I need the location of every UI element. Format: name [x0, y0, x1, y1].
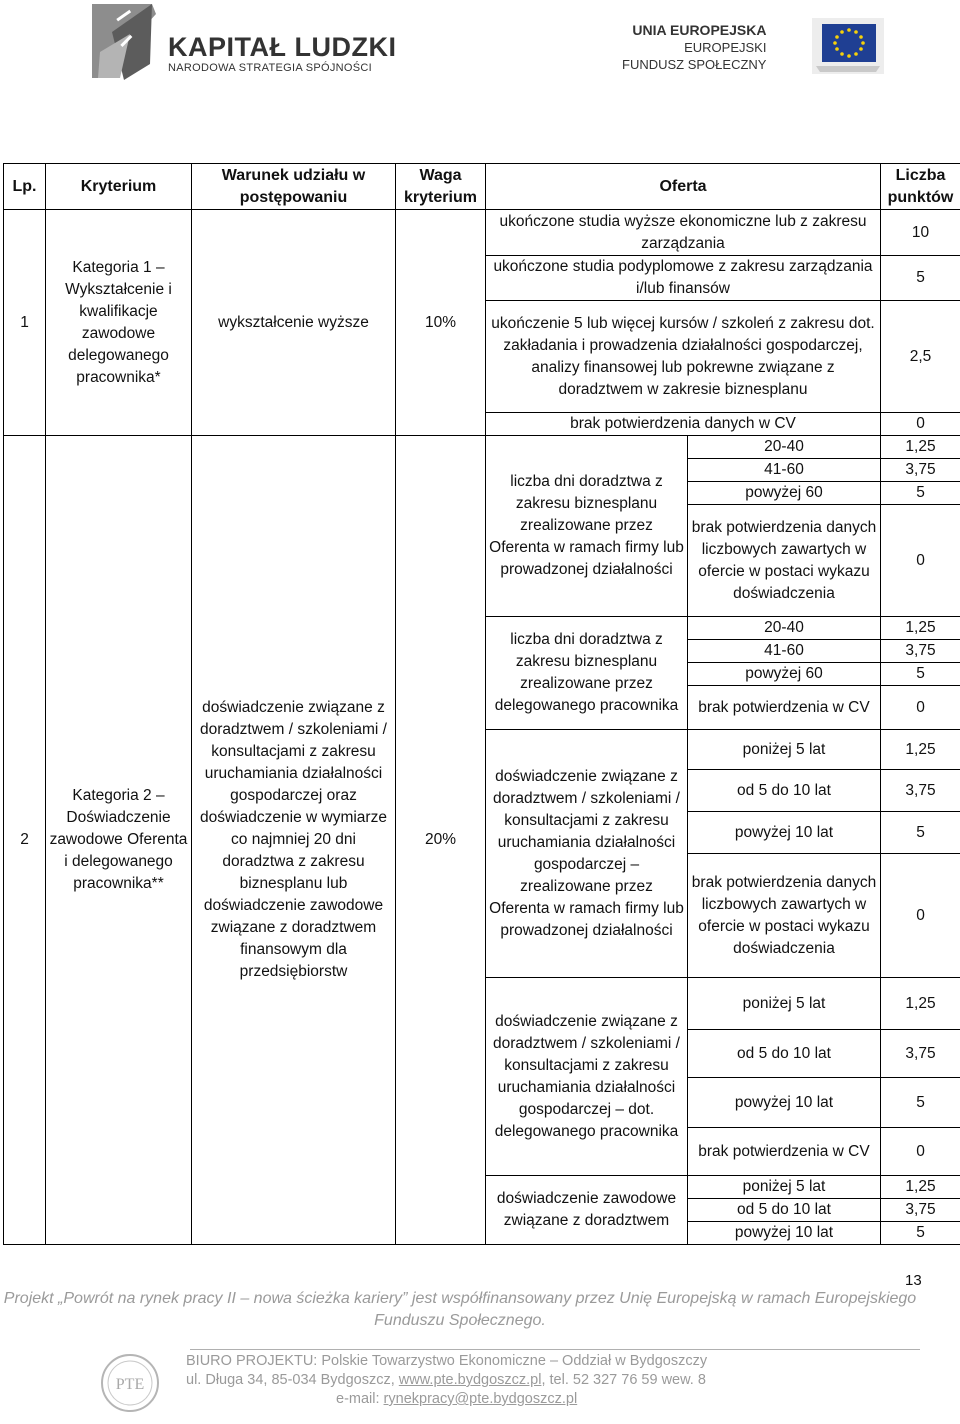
group-a-range-4: brak potwierdzenia danych liczbowych zawartych w ofercie w postaci wykazu doświadczenia [688, 505, 881, 617]
footer-divider [190, 1349, 920, 1350]
kapital-ludzki-title: KAPITAŁ LUDZKI [168, 32, 397, 62]
row1-points-3: 2,5 [881, 301, 960, 413]
group-c-points-3: 5 [881, 812, 960, 854]
group-e-range-2: od 5 do 10 lat [688, 1199, 881, 1222]
pte-logo-icon [100, 1352, 160, 1414]
eu-logo [600, 14, 900, 76]
group-e-points-2: 3,75 [881, 1199, 960, 1222]
group-c-points-2: 3,75 [881, 770, 960, 812]
group-d-label: doświadczenie związane z doradztwem / szkoleniami / konsultacjami z zakresu uruchamiania działalności gospodarczej – dot. delegowanego pracownika [486, 978, 688, 1176]
row2-waga: 20% [396, 436, 486, 1245]
row2-kryterium: Kategoria 2 – Doświadczenie zawodowe Oferenta i delegowanego pracownika** [46, 436, 192, 1245]
group-d-range-1: poniżej 5 lat [688, 978, 881, 1030]
group-c-label: doświadczenie związane z doradztwem / szkoleniami / konsultacjami z zakresu uruchamiania działalności gospodarczej – zrealizowane przez Oferenta w ramach firmy lub prowadzonej działalności [486, 730, 688, 978]
email-label: e-mail: [336, 1391, 384, 1407]
group-c-points-1: 1,25 [881, 730, 960, 770]
eu-logo-text [622, 22, 766, 73]
table-row [4, 210, 960, 256]
row1-points-1: 10 [881, 210, 960, 256]
group-e-range-3: powyżej 10 lat [688, 1222, 881, 1245]
kapital-ludzki-subtitle: NARODOWA STRATEGIA SPÓJNOŚCI [168, 62, 372, 74]
email-line [186, 1390, 926, 1409]
group-b-points-4: 0 [881, 686, 960, 730]
row1-points-4: 0 [881, 413, 960, 436]
group-a-range-2: 41-60 [688, 459, 881, 482]
row2-lp: 2 [4, 436, 46, 1245]
group-e-points-3: 5 [881, 1222, 960, 1245]
project-note: Projekt „Powrót na rynek pracy II – nowa ścieżka kariery” jest współfinansowany przez Unię Europejską w ramach Europejskiego Funduszu Społecznego. [3, 1290, 917, 1329]
table-header-row [4, 164, 960, 210]
group-a-points-1: 1,25 [881, 436, 960, 459]
table-row [4, 436, 960, 459]
phone-text: , tel. 52 327 76 59 wew. 8 [541, 1372, 706, 1388]
email-link[interactable]: rynekpracy@pte.bydgoszcz.pl [383, 1391, 578, 1407]
group-a-range-3: powyżej 60 [688, 482, 881, 505]
header-kryterium: Kryterium [46, 164, 192, 210]
group-a-range-1: 20-40 [688, 436, 881, 459]
group-e-range-1: poniżej 5 lat [688, 1176, 881, 1199]
group-b-points-1: 1,25 [881, 617, 960, 640]
header-oferta: Oferta [486, 164, 881, 210]
svg-text:PTE: PTE [115, 1376, 145, 1393]
row1-offer-4: brak potwierdzenia danych w CV [486, 413, 881, 436]
row1-points-2: 5 [881, 256, 960, 301]
page-footer [0, 1284, 960, 1424]
group-d-range-3: powyżej 10 lat [688, 1078, 881, 1128]
eu-line-2: EUROPEJSKI [684, 40, 767, 55]
eu-line-3: FUNDUSZ SPOŁECZNY [622, 57, 767, 72]
eu-flag-icon [812, 18, 884, 74]
website-link[interactable]: www.pte.bydgoszcz.pl [398, 1372, 542, 1388]
group-b-points-3: 5 [881, 663, 960, 686]
group-b-range-4: brak potwierdzenia w CV [688, 686, 881, 730]
header-punkty: Liczba punktów [881, 164, 960, 210]
group-b-points-2: 3,75 [881, 640, 960, 663]
group-d-range-2: od 5 do 10 lat [688, 1030, 881, 1078]
group-a-points-2: 3,75 [881, 459, 960, 482]
group-c-range-2: od 5 do 10 lat [688, 770, 881, 812]
group-a-points-3: 5 [881, 482, 960, 505]
row1-offer-2: ukończone studia podyplomowe z zakresu zarządzania i/lub finansów [486, 256, 881, 301]
group-e-points-1: 1,25 [881, 1176, 960, 1199]
footer-address [186, 1352, 926, 1409]
header-lp: Lp. [4, 164, 46, 210]
address-line [186, 1371, 926, 1390]
header-waga: Waga kryterium [396, 164, 486, 210]
group-c-range-1: poniżej 5 lat [688, 730, 881, 770]
group-b-label: liczba dni doradztwa z zakresu biznesplanu zrealizowane przez delegowanego pracownika [486, 617, 688, 730]
group-e-label: doświadczenie zawodowe związane z doradztwem [486, 1176, 688, 1245]
group-d-points-4: 0 [881, 1128, 960, 1176]
group-b-range-3: powyżej 60 [688, 663, 881, 686]
kapital-ludzki-logo [90, 4, 397, 84]
group-d-points-1: 1,25 [881, 978, 960, 1030]
header-warunek: Warunek udziału w postępowaniu [192, 164, 396, 210]
office-line: BIURO PROJEKTU: Polskie Towarzystwo Ekonomiczne – Oddział w Bydgoszczy [186, 1353, 708, 1369]
group-b-range-1: 20-40 [688, 617, 881, 640]
row1-offer-1: ukończone studia wyższe ekonomiczne lub z zakresu zarządzania [486, 210, 881, 256]
row1-offer-3: ukończenie 5 lub więcej kursów / szkoleń z zakresu dot. zakładania i prowadzenia działalności gospodarczej, analizy finansowej lub pokrewne związane z doradztwem w zakresie biznesplanu [486, 301, 881, 413]
eu-line-1: UNIA EUROPEJSKA [632, 22, 767, 38]
group-a-points-4: 0 [881, 505, 960, 617]
group-d-points-2: 3,75 [881, 1030, 960, 1078]
group-b-range-2: 41-60 [688, 640, 881, 663]
kapital-ludzki-mark-icon [90, 4, 160, 82]
page-number: 13 [905, 1272, 922, 1289]
row2-warunek: doświadczenie związane z doradztwem / szkoleniami / konsultacjami z zakresu uruchamiania działalności gospodarczej oraz doświadczenie w wymiarze co najmniej 20 dni doradztwa z zakresu biznesplanu lub doświadczenie zawodowe związane z doradztwem finansowym dla przedsiębiorstw [192, 436, 396, 1245]
group-a-label: liczba dni doradztwa z zakresu biznesplanu zrealizowane przez Oferenta w ramach firmy lub prowadzonej działalności [486, 436, 688, 617]
group-c-range-3: powyżej 10 lat [688, 812, 881, 854]
address-text: ul. Długa 34, 85-034 Bydgoszcz, [186, 1372, 399, 1388]
group-c-points-4: 0 [881, 854, 960, 978]
row1-waga: 10% [396, 210, 486, 436]
row1-lp: 1 [4, 210, 46, 436]
criteria-table [3, 163, 960, 1245]
group-c-range-4: brak potwierdzenia danych liczbowych zawartych w ofercie w postaci wykazu doświadczenia [688, 854, 881, 978]
group-d-range-4: brak potwierdzenia w CV [688, 1128, 881, 1176]
row1-kryterium: Kategoria 1 – Wykształcenie i kwalifikacje zawodowe delegowanego pracownika* [46, 210, 192, 436]
group-d-points-3: 5 [881, 1078, 960, 1128]
page-header [0, 0, 960, 110]
row1-warunek: wykształcenie wyższe [192, 210, 396, 436]
